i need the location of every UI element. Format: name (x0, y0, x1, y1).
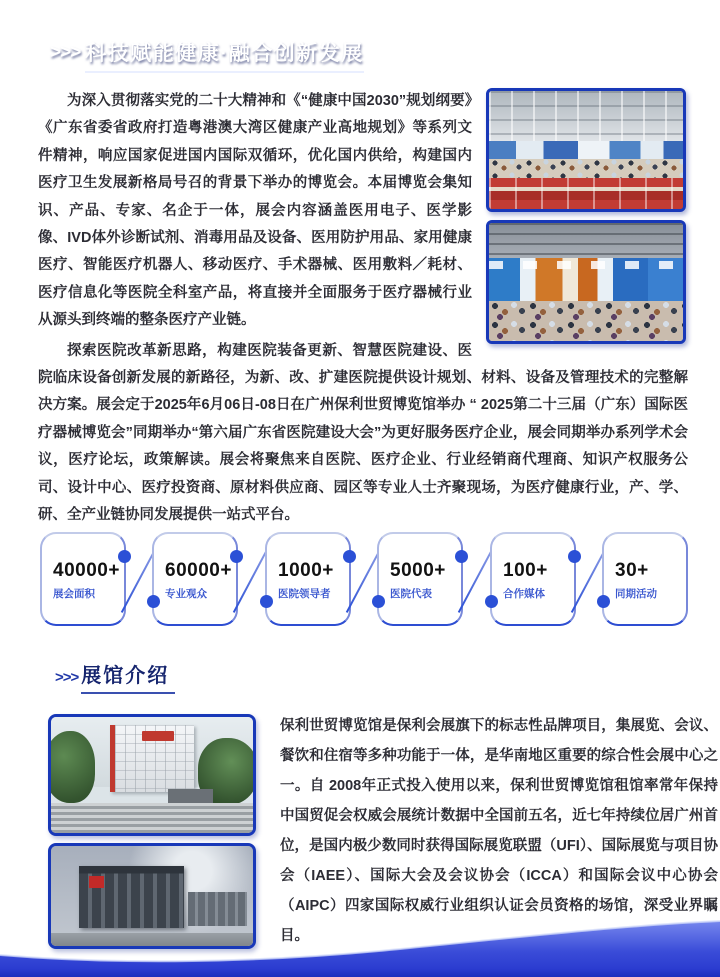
dot-icon (372, 595, 385, 608)
photo-opening-ceremony (486, 88, 686, 212)
stat-label: 医院代表 (390, 588, 432, 600)
section1-paragraph-2: 探索医院改革新思路，构建医院装备更新、智慧医院建设、医院临床设备创新发展的新路径，为新、改、扩建医院提供设计规划、材料、设备及管理技术的完整解决方案。展会定于2025年6月06日-08日在广州保利世贸博览馆举办 “ 2025第二十三届（广东）国际医疗器械博览会”同期举办“第六届广东省医院建设大会”为更好服务医疗企业，展会同期举办系列学术会议，医疗论坛，政策解读。展会将聚焦来自医院、医疗企业、行业经销商代理商、知识产权服务公司、设计中心、医疗投资商、原材料供应商、园区等专业人士齐聚现场，为医疗健康行业，产、学、研、全产业链协同发展提供一站式平台。 (38, 342, 688, 524)
section1-paragraph-1: 为深入贯彻落实党的二十大精神和《“健康中国2030”规划纲要》《广东省委省政府打造粤港澳大湾区健康产业高地规划》等系列文件精神，响应国家促进国内国际双循环，优化国内供给，构建国内医疗卫生发展新格局号召的背景下举办的博览会。本届博览会集知识、产品、专家、名企于一体，展会内容涵盖医用电子、医学影像、IVD体外诊断试剂、消毒用品及设备、医用防护用品、家用健康医疗、智能医疗机器人、移动医疗、手术器械、医用敷料／耗材、医疗信息化等医院全科室产品，将直接并全面服务于医疗器械行业从源头到终端的整条医疗产业链。 (38, 93, 472, 329)
photo-column (486, 88, 688, 352)
dot-icon (147, 595, 160, 608)
photo2-signs (489, 261, 683, 269)
photo4-red-logo (89, 876, 103, 888)
section1-body (38, 88, 688, 530)
stat-badge-hospital-representatives (377, 532, 463, 626)
dot-icon (118, 550, 131, 563)
section1-header (50, 31, 364, 68)
dot-icon (597, 595, 610, 608)
triple-arrow-icon: >>> (50, 42, 81, 63)
stat-value: 60000+ (165, 560, 232, 581)
photo1-ceiling (489, 91, 683, 141)
stat-value: 30+ (615, 560, 649, 581)
triple-arrow-icon: >>> (55, 669, 79, 686)
dot-icon (343, 550, 356, 563)
stat-value: 100+ (503, 560, 548, 581)
photo1-red-tables (489, 178, 683, 209)
section2-paragraph: 保利世贸博览馆是保利会展旗下的标志性品牌项目，集展览、会议、餐饮和住宿等多种功能于一体，是华南地区重要的综合性会展中心之一。自 2008年正式投入使用以来，保利世贸博览馆租馆率常年保持中国贸促会权威会展统计数据中全国前五名，近七年持续位居广州首位，是国内极少数同时获得国际展览联盟（UFI）、国际展览与项目协会（IAEE）、国际大会及会议协会（ICCA）和国际会议中心协会（AIPC）四家国际权威行业组织认证会员资格的场馆，深受业界瞩目。 (280, 718, 718, 944)
photo3-red-sign (142, 731, 174, 741)
stat-label: 同期活动 (615, 588, 657, 600)
photo3-steps (51, 803, 253, 833)
dot-icon (485, 595, 498, 608)
stat-label: 医院领导者 (278, 588, 331, 600)
photo2-ceiling (489, 223, 683, 258)
stat-value: 40000+ (53, 560, 120, 581)
section2-header (55, 659, 175, 689)
stat-badge-professional-visitors (152, 532, 238, 626)
dot-icon (455, 550, 468, 563)
photo3-tree-left (48, 731, 95, 803)
photo3-sign-wall (168, 789, 212, 803)
photo2-crowd (489, 301, 683, 341)
stat-value: 1000+ (278, 560, 334, 581)
dot-icon (230, 550, 243, 563)
photo-exhibition-floor (486, 220, 686, 344)
photo1-booths (489, 141, 683, 160)
stat-badge-concurrent-events (602, 532, 688, 626)
section2-title: 展馆介绍 (81, 665, 175, 694)
stat-badge-exhibition-area (40, 532, 126, 626)
section1-title: 科技赋能健康·融合创新发展 (85, 42, 364, 73)
dot-icon (568, 550, 581, 563)
stat-label: 合作媒体 (503, 588, 545, 600)
photo1-crowd (489, 159, 683, 178)
stat-label: 专业观众 (165, 588, 207, 600)
bottom-wave-decoration (0, 913, 720, 977)
stat-label: 展会面积 (53, 588, 95, 600)
stat-badge-hospital-leaders (265, 532, 351, 626)
stat-badge-media-partners (490, 532, 576, 626)
stats-row (40, 529, 688, 629)
stat-value: 5000+ (390, 560, 446, 581)
photo-venue-exterior (48, 714, 256, 836)
dot-icon (260, 595, 273, 608)
